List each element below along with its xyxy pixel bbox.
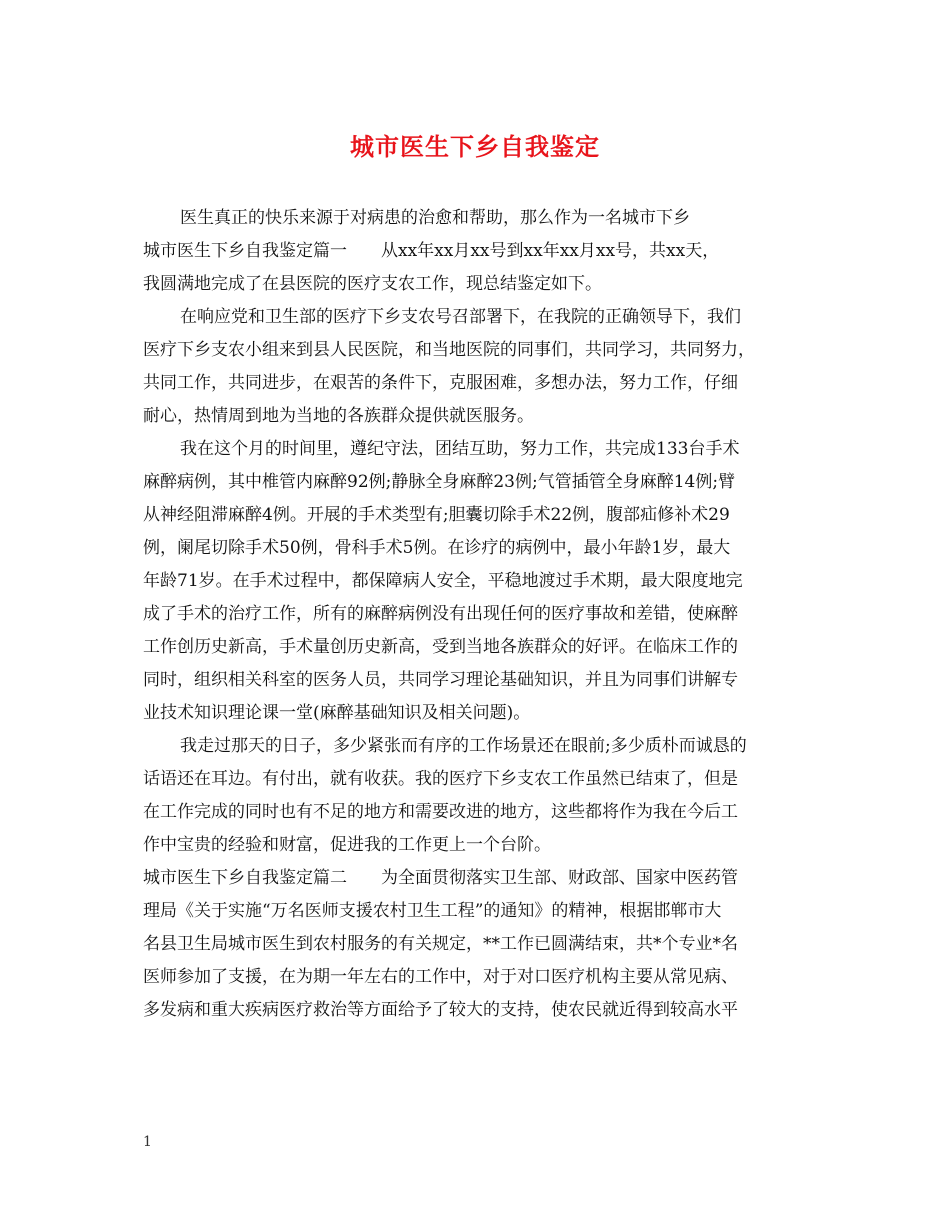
line-text: 我走过那天的日子，多少紧张而有序的工作场景还在眼前;多少质朴而诚恳的: [180, 736, 747, 756]
line-text: 作中宝贵的经验和财富，促进我的工作更上一个台阶。: [143, 835, 551, 855]
line-text: 从xx年xx月xx号到xx年xx月xx号，共xx天，: [381, 241, 720, 261]
line-text: 例，阑尾切除手术50例，骨科手术5例。在诊疗的病例中，最小年龄1岁，最大: [143, 538, 731, 558]
line-text: 医生真正的快乐来源于对病患的治愈和帮助，那么作为一名城市下乡: [180, 208, 690, 228]
document-body: [143, 202, 829, 1027]
text-line: [143, 697, 829, 730]
line-text: 年龄71岁。在手术过程中，都保障病人安全，平稳地渡过手术期，最大限度地完: [143, 571, 743, 591]
text-line: [143, 631, 829, 664]
text-line: [143, 961, 829, 994]
line-text: 为全面贯彻落实卫生部、财政部、国家中医药管: [381, 868, 738, 888]
line-text: 麻醉病例，其中椎管内麻醉92例;静脉全身麻醉23例;气管插管全身麻醉14例;臂: [143, 472, 736, 492]
text-line: [143, 928, 829, 961]
text-line: [143, 334, 829, 367]
text-line: [143, 664, 829, 697]
line-text: 在响应党和卫生部的医疗下乡支农号召部署下，在我院的正确领导下，我们: [180, 307, 741, 327]
text-line: [143, 367, 829, 400]
text-line: [143, 433, 829, 466]
text-line: [143, 598, 829, 631]
line-text: 我圆满地完成了在县医院的医疗支农工作，现总结鉴定如下。: [143, 274, 602, 294]
text-line: [143, 268, 829, 301]
text-line: [143, 829, 829, 862]
line-text: 共同工作，共同进步，在艰苦的条件下，克服困难，多想办法，努力工作，仔细: [143, 373, 738, 393]
line-text: 业技术知识理论课一堂(麻醉基础知识及相关问题)。: [143, 703, 531, 723]
text-line: [143, 730, 829, 763]
line-text: 话语还在耳边。有付出，就有收获。我的医疗下乡支农工作虽然已结束了，但是: [143, 769, 738, 789]
line-text: 同时，组织相关科室的医务人员，共同学习理论基础知识，并且为同事们讲解专: [143, 670, 738, 690]
text-line: [143, 565, 829, 598]
section-heading: 城市医生下乡自我鉴定篇二: [143, 868, 347, 888]
line-text: 在工作完成的同时也有不足的地方和需要改进的地方，这些都将作为我在今后工: [143, 802, 738, 822]
text-line: [143, 466, 829, 499]
line-text: 医师参加了支援，在为期一年左右的工作中，对于对口医疗机构主要从常见病、: [143, 967, 738, 987]
text-line: [143, 202, 829, 235]
text-line: [143, 796, 829, 829]
line-text: 我在这个月的时间里，遵纪守法，团结互助，努力工作，共完成133台手术: [180, 439, 740, 459]
line-text: 工作创历史新高，手术量创历史新高，受到当地各族群众的好评。在临床工作的: [143, 637, 738, 657]
line-text: 从神经阻滞麻醉4例。开展的手术类型有;胆囊切除手术22例，腹部疝修补术29: [143, 505, 730, 525]
text-line: [143, 235, 829, 268]
text-line: [143, 895, 829, 928]
section-heading: 城市医生下乡自我鉴定篇一: [143, 241, 347, 261]
line-text: 医疗下乡支农小组来到县人民医院，和当地医院的同事们，共同学习，共同努力，: [143, 340, 755, 360]
text-line: [143, 400, 829, 433]
line-text: 理局《关于实施“万名医师支援农村卫生工程”的通知》的精神，根据邯郸市大: [143, 901, 722, 921]
text-line: [143, 499, 829, 532]
document-title: 城市医生下乡自我鉴定: [350, 132, 600, 161]
line-text: 成了手术的治疗工作，所有的麻醉病例没有出现任何的医疗事故和差错，使麻醉: [143, 604, 738, 624]
line-text: 耐心，热情周到地为当地的各族群众提供就医服务。: [143, 406, 534, 426]
text-line: [143, 532, 829, 565]
text-line: [143, 763, 829, 796]
text-line: [143, 994, 829, 1027]
line-text: 名县卫生局城市医生到农村服务的有关规定，**工作已圆满结束，共*个专业*名: [143, 934, 738, 954]
line-text: 多发病和重大疾病医疗救治等方面给予了较大的支持，使农民就近得到较高水平: [143, 1000, 738, 1020]
text-line: [143, 862, 829, 895]
text-line: [143, 301, 829, 334]
page-number: 1: [143, 1134, 152, 1150]
